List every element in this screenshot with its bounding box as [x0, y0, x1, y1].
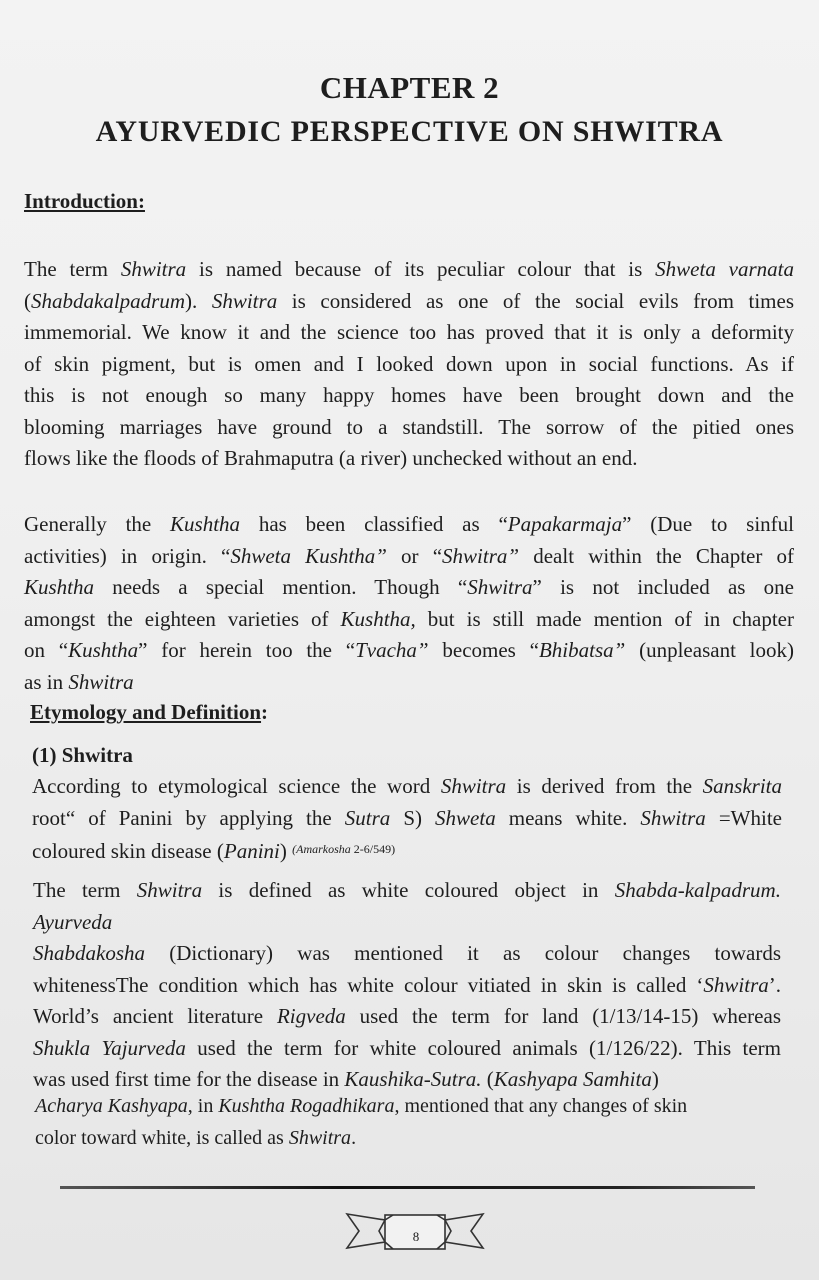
intro-paragraph-1: [24, 254, 794, 475]
text-line: Ayurveda: [33, 909, 113, 934]
etymology-paragraph-1: [32, 771, 782, 868]
text-line: The term Shwitra is named because of its peculiar colour that is Shweta varnata: [24, 257, 794, 281]
text-line: flows like the floods of Brahmaputra (a river) unchecked without an end.: [24, 446, 638, 470]
text-line: root“ of Panini by applying the Sutra S) Shweta means white. Shwitra =White: [32, 805, 782, 830]
text-line: coloured skin disease (Panini) $^{(Amarkosha 2-6/549)}$: [32, 839, 396, 863]
intro-paragraph-2: [24, 509, 794, 698]
text-line: this is not enough so many happy homes have been brought down and the: [24, 383, 794, 407]
text-line: Acharya Kashyapa, in Kushtha Rogadhikara, mentioned that any changes of skin: [35, 1095, 688, 1117]
text-line: Shabdakosha (Dictionary) was mentioned it as colour changes towards: [33, 941, 781, 965]
etymology-paragraph-2: [33, 875, 781, 1096]
shwitra-subheading: (1) Shwitra: [32, 743, 133, 767]
page-number: 8: [412, 1229, 420, 1244]
text-line: Kushtha needs a special mention. Though “Shwitra” is not included as one: [24, 575, 794, 599]
text-line: activities) in origin. “Shweta Kushtha” or “Shwitra” dealt within the Chapter of: [24, 543, 794, 568]
chapter-title: AYURVEDIC PERSPECTIVE ON SHWITRA: [95, 115, 724, 148]
text-line: According to etymological science the word Shwitra is derived from the Sanskrita: [32, 774, 782, 798]
etymology-heading: Etymology and Definition:: [30, 700, 269, 724]
text-line: blooming marriages have ground to a standstill. The sorrow of the pitied ones: [24, 414, 794, 439]
etymology-paragraph-3: [35, 1091, 775, 1154]
text-line: Shukla Yajurveda used the term for white coloured animals (1/126/22). This term: [33, 1035, 782, 1060]
chapter-number: CHAPTER 2: [319, 70, 500, 105]
text-line: Generally the Kushtha has been classified as “Papakarmaja” (Due to sinful: [24, 512, 794, 536]
footer-rule: [60, 1186, 755, 1189]
text-line: color toward white, is called as Shwitra.: [35, 1126, 357, 1149]
text-line: (Shabdakalpadrum). Shwitra is considered as one of the social evils from times: [24, 288, 794, 313]
text-line: The term Shwitra is defined as white coloured object in Shabda-kalpadrum.: [33, 878, 781, 902]
text-line: on “Kushtha” for herein too the “Tvacha” becomes “Bhibatsa” (unpleasant look): [24, 638, 795, 662]
text-line: was used first time for the disease in Kaushika-Sutra. (Kashyapa Samhita): [33, 1067, 659, 1091]
text-line: whitenessThe condition which has white colour vitiated in skin is called ‘Shwitra’.: [33, 972, 781, 997]
text-line: amongst the eighteen varieties of Kushtha, but is still made mention of in chapter: [24, 606, 794, 631]
text-line: of skin pigment, but is omen and I looked down upon in social functions. As if: [24, 351, 794, 376]
text-line: as in Shwitra: [24, 669, 134, 694]
introduction-heading: Introduction:: [24, 189, 145, 213]
text-line: immemorial. We know it and the science too has proved that it is only a deformity: [24, 320, 794, 344]
text-line: World’s ancient literature Rigveda used the term for land (1/13/14-15) whereas: [33, 1004, 781, 1028]
